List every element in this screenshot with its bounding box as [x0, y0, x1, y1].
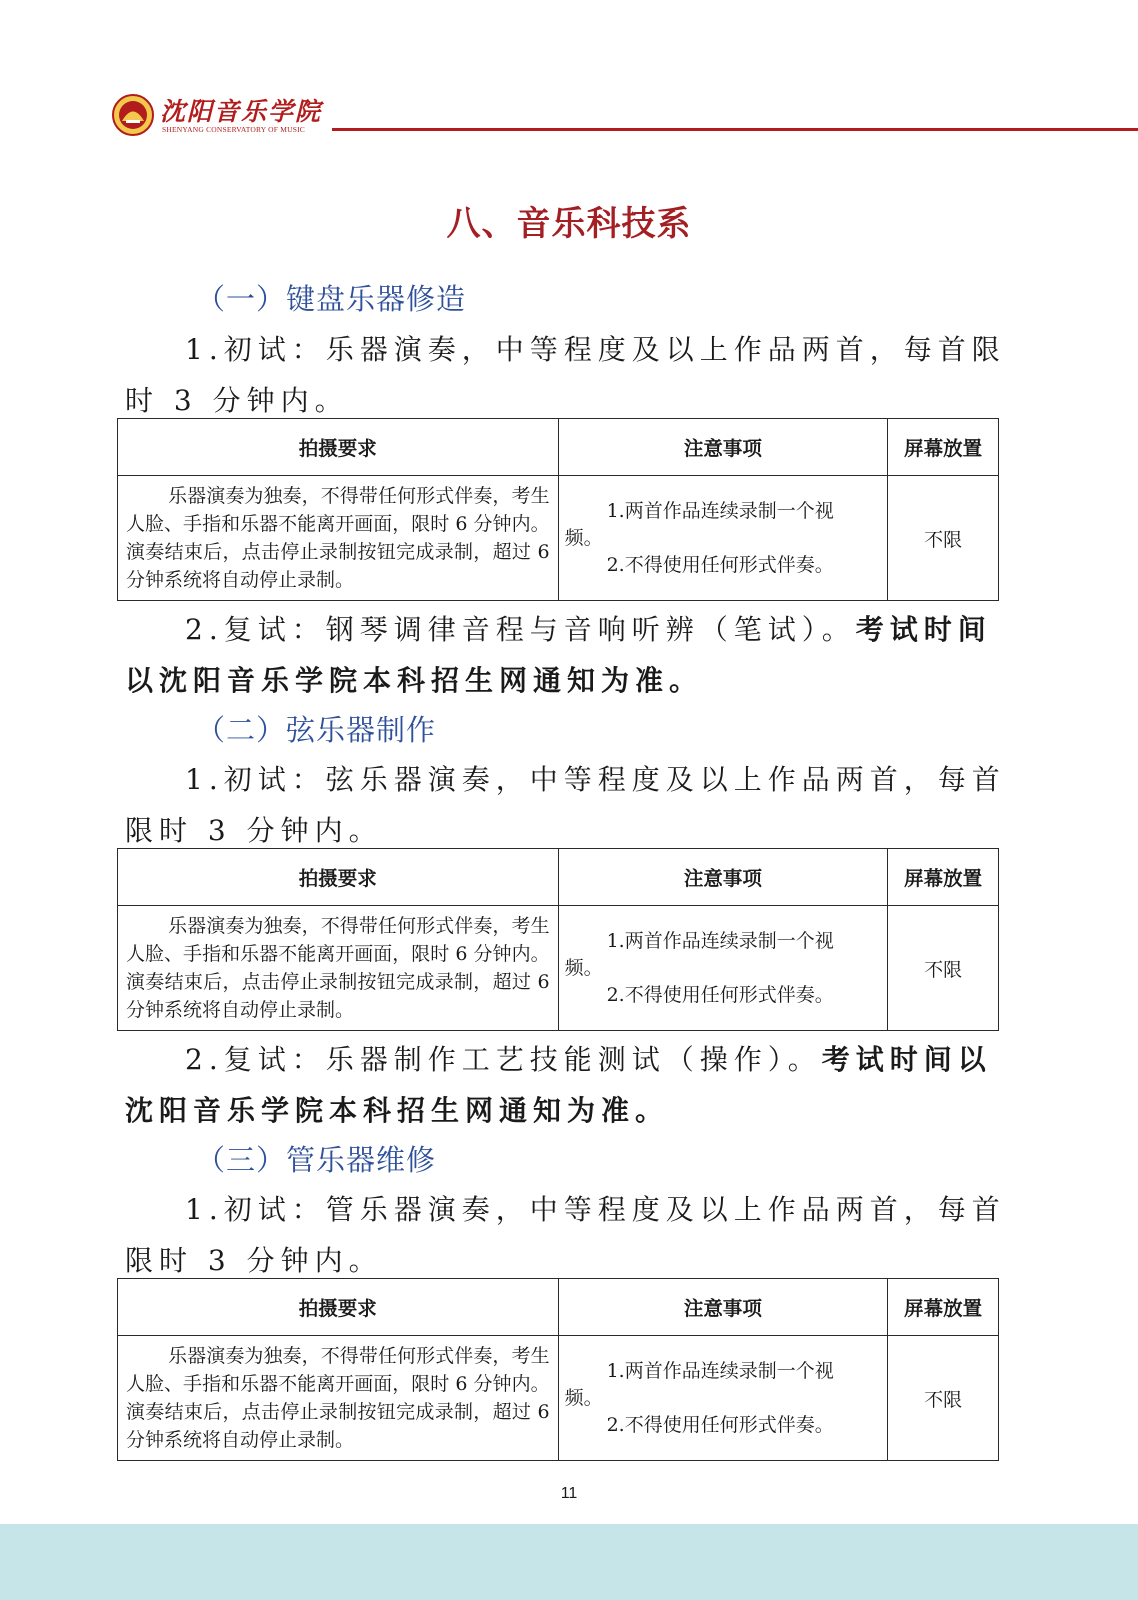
requirements-table: [117, 418, 999, 601]
second-exam-label: 2.复试：: [185, 1043, 326, 1076]
table-header-screen: 屏幕放置: [888, 849, 999, 906]
section-heading-keyboard: （一）键盘乐器修造: [196, 282, 467, 316]
table-header-notes: 注意事项: [558, 849, 888, 906]
first-exam-paragraph: [125, 324, 1015, 426]
conservatory-emblem-icon: [112, 94, 154, 136]
header-rule: [332, 128, 1138, 131]
footer-band: [0, 1524, 1138, 1600]
first-exam-label: 1.初试：: [185, 763, 326, 796]
table-cell-notes: 1.两首作品连续录制一个视 频。 2.不得使用任何形式伴奏。: [558, 906, 888, 1031]
second-exam-notice: 考试时间以沈阳音乐学院本科招生网通知为准。: [125, 613, 992, 697]
section-heading-strings: （二）弦乐器制作: [196, 713, 437, 747]
requirements-table: [117, 848, 999, 1031]
second-exam-label: 2.复试：: [185, 613, 326, 646]
page-number: 11: [560, 1485, 578, 1502]
page-header: [112, 92, 1138, 142]
table-cell-requirement: 乐器演奏为独奏，不得带任何形式伴奏，考生人脸、手指和乐器不能离开画面，限时 6 分钟内。演奏结束后，点击停止录制按钮完成录制，超过 6 分钟系统将自动停止录制。: [118, 476, 559, 601]
table-cell-screen: 不限: [888, 906, 999, 1031]
table-header-notes: 注意事项: [558, 419, 888, 476]
table-header-notes: 注意事项: [558, 1279, 888, 1336]
first-exam-text: 管乐器演奏，中等程度及以上作品两首，每首限时 3 分钟内。: [125, 1193, 1006, 1277]
first-exam-label: 1.初试：: [185, 1193, 326, 1226]
table-header-screen: 屏幕放置: [888, 419, 999, 476]
first-exam-paragraph: [125, 1184, 1015, 1286]
second-exam-text: 钢琴调律音程与音响听辨（笔试）。: [325, 613, 856, 646]
second-exam-paragraph: [125, 604, 1015, 706]
second-exam-notice: 考试时间以沈阳音乐学院本科招生网通知为准。: [125, 1043, 992, 1127]
first-exam-paragraph: [125, 754, 1015, 856]
table-cell-screen: 不限: [888, 476, 999, 601]
first-exam-text: 弦乐器演奏，中等程度及以上作品两首，每首限时 3 分钟内。: [125, 763, 1006, 847]
second-exam-text: 乐器制作工艺技能测试（操作）。: [325, 1043, 822, 1076]
table-cell-screen: 不限: [888, 1336, 999, 1461]
table-header-shooting: 拍摄要求: [118, 1279, 559, 1336]
table-cell-requirement: 乐器演奏为独奏，不得带任何形式伴奏，考生人脸、手指和乐器不能离开画面，限时 6 分钟内。演奏结束后，点击停止录制按钮完成录制，超过 6 分钟系统将自动停止录制。: [118, 906, 559, 1031]
section-heading-winds: （三）管乐器维修: [196, 1143, 437, 1177]
table-header-shooting: 拍摄要求: [118, 419, 559, 476]
table-header-shooting: 拍摄要求: [118, 849, 559, 906]
first-exam-text: 乐器演奏，中等程度及以上作品两首，每首限时 3 分钟内。: [125, 333, 1006, 417]
second-exam-paragraph: [125, 1034, 1015, 1136]
table-cell-notes: 1.两首作品连续录制一个视 频。 2.不得使用任何形式伴奏。: [558, 1336, 888, 1461]
first-exam-label: 1.初试：: [185, 333, 326, 366]
table-cell-notes: 1.两首作品连续录制一个视 频。 2.不得使用任何形式伴奏。: [558, 476, 888, 601]
page-title: 八、音乐科技系: [446, 204, 692, 244]
table-cell-requirement: 乐器演奏为独奏，不得带任何形式伴奏，考生人脸、手指和乐器不能离开画面，限时 6 分钟内。演奏结束后，点击停止录制按钮完成录制，超过 6 分钟系统将自动停止录制。: [118, 1336, 559, 1461]
requirements-table: [117, 1278, 999, 1461]
table-header-screen: 屏幕放置: [888, 1279, 999, 1336]
logo-english-name: SHENYANG CONSERVATORY OF MUSIC: [162, 125, 305, 134]
logo-chinese-name: 沈阳音乐学院: [160, 97, 323, 126]
